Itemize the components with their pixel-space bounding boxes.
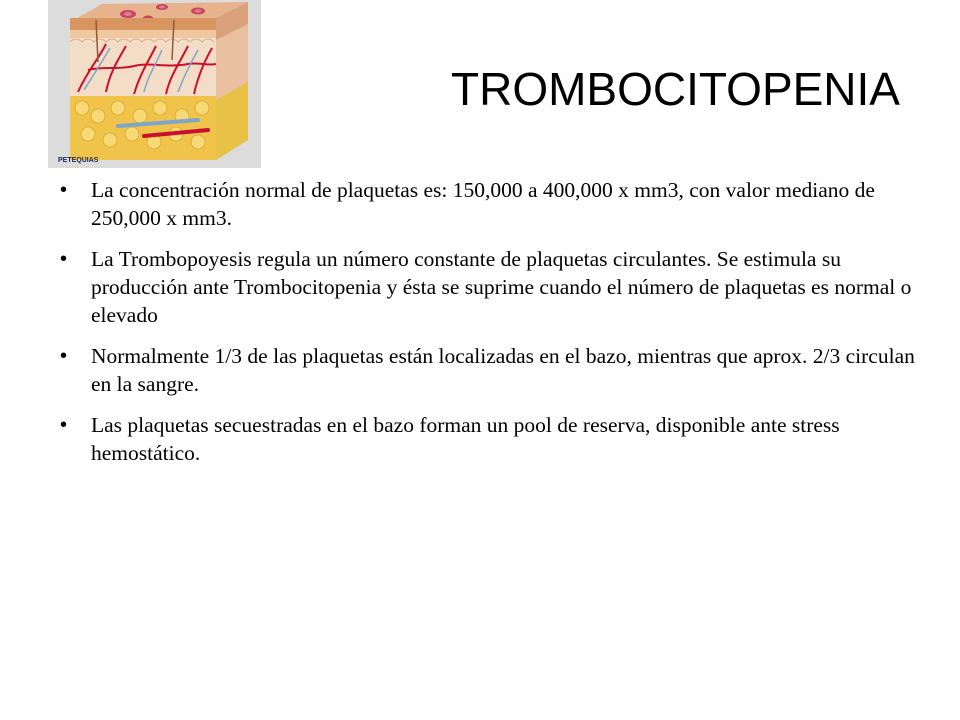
skin-section-illustration: [48, 0, 261, 168]
bullet-text: Normalmente 1/3 de las plaquetas están localizadas en el bazo, mientras que aprox. 2/3 circulan en la sangre.: [91, 344, 915, 396]
bullet-item-reserve-pool: [60, 411, 920, 467]
bullet-marker: •: [60, 179, 68, 201]
bullet-text: La concentración normal de plaquetas es: 150,000 a 400,000 x mm3, con valor mediano de 250,000 x mm3.: [91, 178, 875, 230]
bullet-item-normal-count: [60, 176, 920, 232]
slide-title: TROMBOCITOPENIA: [451, 63, 900, 115]
bullet-marker: •: [60, 414, 68, 436]
bullet-marker: •: [60, 248, 68, 270]
bullet-text: La Trombopoyesis regula un número constante de plaquetas circulantes. Se estimula su producción ante Trombocitopenia y ésta se suprime cuando el número de plaquetas es normal o elevado: [91, 247, 912, 327]
bullet-text: Las plaquetas secuestradas en el bazo forman un pool de reserva, disponible ante stress hemostático.: [91, 413, 840, 465]
image-caption: PETEQUIAS: [58, 157, 99, 164]
bullet-item-spleen-distribution: [60, 342, 920, 398]
bullet-item-thrombopoiesis: [60, 245, 920, 329]
bullet-list: [60, 176, 920, 480]
bullet-marker: •: [60, 345, 68, 367]
